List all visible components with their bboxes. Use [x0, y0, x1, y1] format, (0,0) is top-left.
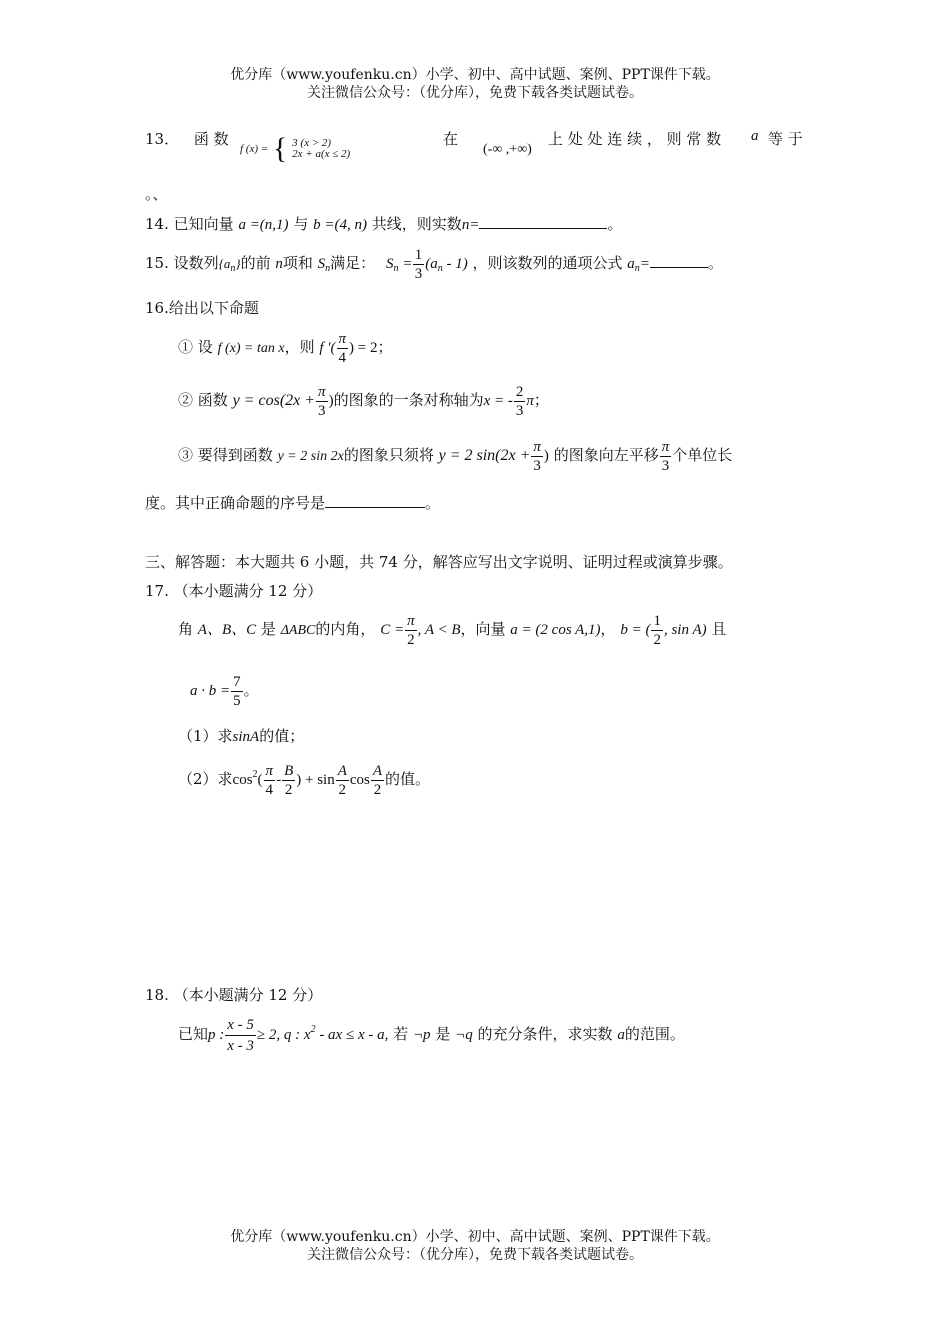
q13-a: a — [751, 128, 759, 144]
q18-text-1: 已知 — [178, 1025, 209, 1043]
q17-heading: 17. （本小题满分 12 分） — [145, 582, 323, 600]
q14-answer-blank[interactable] — [479, 214, 607, 229]
q17-s2-cos-2: cos — [349, 772, 370, 788]
q15-fraction: $\frac{1}{3}$ — [414, 246, 423, 282]
q16-p2-fraction: $\frac{\pi}{3}$ — [318, 383, 326, 419]
q17-ABC: A、B、C — [197, 622, 257, 638]
q17-text-5: ， — [600, 620, 616, 638]
q16-proposition-2 — [178, 380, 549, 421]
q16-p1-expr-3: ) = 2 — [349, 340, 378, 356]
q17-cond: , A < B — [417, 622, 461, 638]
question-13 — [145, 128, 229, 158]
q17-text-4: ，向量 — [460, 620, 506, 638]
q17-C-fraction: $\frac{\pi}{2}$ — [407, 612, 415, 648]
q13-number: 13． — [145, 130, 180, 148]
q14-n: n= — [461, 217, 480, 233]
q13-case-2: 2x + a(x ≤ 2) — [292, 148, 351, 160]
q16-tail-text: 度。其中正确命题的序号是 — [145, 494, 326, 512]
q15-rest: $(a_n - 1)$ — [425, 256, 468, 274]
q17-dot: a · b = — [190, 683, 231, 699]
q18-not-q: ¬q — [455, 1027, 473, 1043]
q17-line-1 — [178, 609, 726, 651]
q15-an: $a_n=$ — [627, 256, 650, 274]
q16-p3-mark: ③ — [178, 446, 194, 464]
q16-p3-expr-2: y = 2 sin(2x + — [438, 447, 531, 464]
q14-end: 。 — [607, 215, 623, 233]
header-line-2: 关注微信公众号：（优分库），免费下载各类试题试卷。 — [307, 85, 643, 101]
q17-s2-cos: $\cos^2$( — [232, 769, 263, 788]
q16-p1-expr-1: f (x) = tan x — [217, 341, 285, 356]
q17-s2-minus: - — [276, 772, 282, 788]
q16-p3-text-4: 个单位长 — [672, 446, 733, 464]
q16-p2-fraction-2: $\frac{2}{3}$ — [515, 383, 524, 419]
q17-s2-end: 的值。 — [385, 770, 431, 788]
q15-text-3: 项和 — [282, 254, 313, 272]
q13-function — [240, 134, 350, 164]
q13-interval: (-∞ ,+∞) — [483, 142, 532, 157]
q17-s2-fraction-2: $\frac{B}{2}$ — [284, 762, 294, 798]
q13-text-3: 上 处 处 连 续 ， 则 常 数 — [548, 130, 722, 148]
q16-p1-expr-2: f '( — [319, 340, 336, 356]
q13-brace: { — [272, 132, 288, 165]
q13-case-1: 3 (x > 2) — [292, 137, 332, 149]
q17-s2-fraction-1: $\frac{\pi}{4}$ — [265, 762, 274, 798]
q17-text-1: 角 — [178, 620, 194, 638]
header-line-1: 优分库（www.youfenku.cn）小学、初中、高中试题、案例、PPT课件下载。 — [230, 67, 720, 83]
footer-line-2: 关注微信公众号：（优分库），免费下载各类试题试卷。 — [307, 1247, 643, 1263]
q17-triangle: ΔABC — [280, 623, 316, 638]
q17-text-2: 是 — [260, 620, 276, 638]
q16-p2-mark: ② — [178, 391, 194, 409]
q14-text-2: 与 — [293, 215, 309, 233]
q13-text-4: 等 于 — [768, 130, 803, 148]
q17-vector-a: a = (2 cos A,1) — [510, 622, 601, 638]
q16-proposition-1 — [178, 327, 393, 369]
q17-dot-product — [190, 670, 259, 711]
q18-text-5: 的范围。 — [624, 1025, 685, 1043]
q15-text-4: 满足： — [330, 254, 376, 272]
q14-text-3: 共线，则实数 — [371, 215, 462, 233]
q14-vector-a: a =(n,1) — [238, 217, 289, 233]
q16-title: 给出以下命题 — [168, 299, 259, 317]
q17-s2-mid: ) + sin — [296, 772, 335, 788]
q15-end: 。 — [707, 254, 723, 272]
q16-p1-end: ； — [377, 338, 393, 356]
q17-dot-fraction: $\frac{7}{5}$ — [233, 673, 241, 709]
q16-p3-fraction-2: $\frac{\pi}{3}$ — [661, 438, 670, 474]
q16-p3-expr-3: ) — [543, 448, 549, 464]
question-15 — [145, 245, 723, 287]
q17-C: C = — [380, 622, 405, 638]
q15-Sn: $S_n$ — [385, 256, 399, 274]
q13-text-2: 在 — [443, 130, 459, 148]
q18-text-2: 若 — [393, 1025, 409, 1043]
q15-S: $S_n$ — [317, 256, 331, 274]
q16-p1-fraction: $\frac{\pi}{4}$ — [338, 330, 347, 366]
q18-p: p : — [208, 1027, 225, 1043]
q14-vector-b: b =(4, n) — [313, 217, 368, 233]
q15-text-1: 设数列 — [173, 254, 219, 272]
q17-s2-label: （2）求 — [178, 770, 233, 788]
q16-p2-text-1: 函数 — [197, 391, 228, 409]
q17-dot-end: 。 — [243, 681, 259, 699]
q16-p2-expr-4: π — [526, 393, 534, 409]
q16-number: 16. — [145, 299, 169, 317]
q16-p2-end: ； — [533, 391, 549, 409]
q18-a: a — [617, 1027, 625, 1043]
q18-line-1 — [178, 1008, 685, 1057]
q14-number: 14. — [145, 215, 169, 233]
q16-end: 。 — [425, 494, 441, 512]
q16-p2-text-2: 的图象的一条对称轴为 — [333, 391, 484, 409]
question-14 — [145, 213, 622, 234]
q16-p2-expr-2: ) — [328, 393, 334, 409]
q16-p1-text-2: ，则 — [284, 338, 315, 356]
q15-answer-blank[interactable] — [650, 253, 708, 268]
q15-seq: $\{a_n\}$ — [218, 256, 241, 274]
q13-f: f (x) = — [240, 142, 269, 155]
q16-proposition-3 — [178, 435, 732, 477]
q16-p1-text-1: 设 — [197, 338, 213, 356]
question-16 — [145, 297, 259, 318]
q18-heading: 18. （本小题满分 12 分） — [145, 986, 323, 1004]
q15-n: n — [275, 256, 283, 272]
q18-text-3: 是 — [435, 1025, 451, 1043]
section-3-heading: 三、解答题：本大题共 6 小题，共 74 分，解答应写出文字说明、证明过程或演算步骤。 — [145, 553, 733, 571]
q17-vector-b-2: , sin A) — [663, 622, 707, 638]
q17-text-6: 且 — [711, 620, 727, 638]
q15-text-5: ，则该数列的通项公式 — [472, 254, 623, 272]
q16-p2-expr-1: y = cos(2x + — [232, 392, 316, 409]
q13-tail: 。、 — [145, 185, 168, 203]
q17-text-3: 的内角， — [315, 620, 376, 638]
q16-p3-fraction: $\frac{\pi}{3}$ — [533, 438, 541, 474]
q17-s2-fraction-4: $\frac{A}{2}$ — [372, 762, 383, 798]
q18-cond: ≥ 2, q : $x^2$ - ax ≤ x - a, — [256, 1024, 389, 1043]
q16-tail — [145, 492, 440, 513]
q17-vector-b: b = ( — [620, 622, 651, 638]
q18-not-p: ¬p — [412, 1027, 431, 1043]
q18-fraction: $\frac{x - 5}{x - 3}$ — [227, 1016, 254, 1054]
q17-s1-label: （1）求 — [178, 727, 233, 745]
q15-number: 15. — [145, 254, 169, 272]
q17-s1-expr: sinA — [232, 729, 260, 745]
q16-p3-text-2: 的图象只须将 — [343, 446, 434, 464]
q16-answer-blank[interactable] — [325, 493, 425, 508]
q17-b-fraction: $\frac{1}{2}$ — [653, 612, 661, 648]
q15-text-2: 的前 — [240, 254, 271, 272]
q15-eq: = — [403, 256, 412, 272]
q14-text-1: 已知向量 — [173, 215, 234, 233]
footer-line-1: 优分库（www.youfenku.cn）小学、初中、高中试题、案例、PPT课件下载。 — [230, 1229, 720, 1245]
q13-cases — [292, 138, 350, 160]
q17-s2-fraction-3: $\frac{A}{2}$ — [337, 762, 347, 798]
q18-text-4: 的充分条件，求实数 — [477, 1025, 613, 1043]
q17-subquestion-2 — [178, 755, 430, 800]
q17-s1-end: 的值； — [259, 727, 305, 745]
q16-p2-expr-3: x = - — [483, 393, 513, 409]
q16-p1-mark: ① — [178, 338, 194, 356]
q16-p3-text-1: 要得到函数 — [197, 446, 273, 464]
q16-p3-expr-1: y = 2 sin 2x — [277, 449, 344, 464]
q17-subquestion-1 — [178, 725, 304, 746]
q13-text-1: 函 数 — [193, 130, 229, 148]
q16-p3-text-3: 的图象向左平移 — [553, 446, 659, 464]
